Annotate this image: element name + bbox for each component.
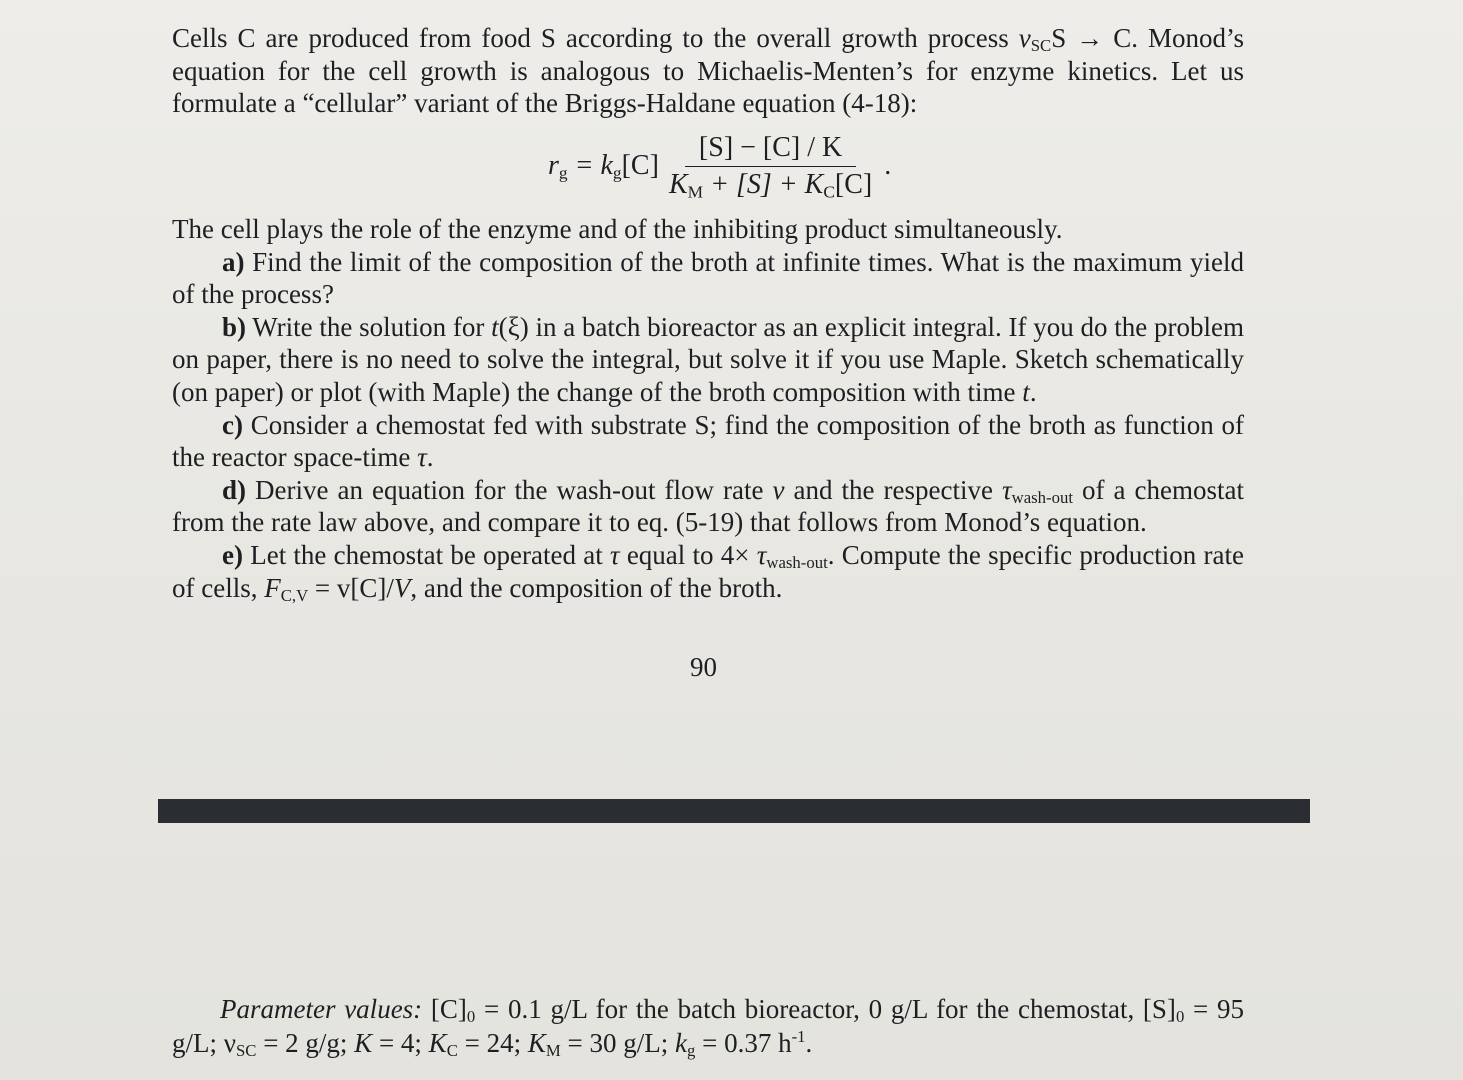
part-e-text-1: Let the chemostat be operated at	[242, 539, 610, 570]
part-b-end: .	[1029, 376, 1037, 407]
km-subscript: M	[687, 181, 704, 201]
rg-symbol: r	[548, 150, 559, 181]
tau-washout-symbol: τ	[1001, 474, 1012, 505]
cell-concentration: [C]	[621, 150, 659, 181]
h-superscript: -1	[791, 1026, 806, 1046]
tau-washout-symbol-e: τ	[756, 539, 767, 570]
part-e-text-3: . Compute the specific production rate of cells,	[172, 539, 1244, 603]
kg-subscript: g	[612, 163, 622, 183]
v-symbol: v	[772, 474, 785, 505]
parameter-values	[172, 992, 1244, 1060]
part-d-text-2: and the respective	[784, 474, 1002, 505]
part-d	[172, 474, 1244, 539]
intro-text: Cells C are produced from food S according to the overall growth process	[172, 23, 1019, 53]
page-number: 90	[690, 652, 717, 682]
rate-equation	[548, 128, 891, 204]
kc-param-symbol: K	[428, 1028, 447, 1058]
equation-lhs	[548, 150, 659, 182]
part-e	[172, 539, 1244, 604]
part-c-text: Consider a chemostat fed with substrate S; find the composition of the broth as function of the reactor space-time	[172, 409, 1244, 473]
tau-washout-subscript-e: wash-out	[766, 553, 828, 573]
part-d-text-3: of a chemostat from the rate law above, and compare it to eq. (5-19) that follows from Monod’s equation.	[172, 474, 1244, 538]
c0-text: [C]	[422, 994, 467, 1024]
part-e-label: e)	[222, 539, 243, 570]
s0-subscript: 0	[1175, 1007, 1185, 1027]
km-value: = 30 g/L;	[560, 1028, 675, 1058]
kc-param-subscript: C	[446, 1041, 458, 1061]
tau-symbol-e: τ	[609, 539, 620, 570]
parameter-line	[172, 992, 1244, 1060]
kg-symbol: = k	[567, 150, 613, 181]
part-b-text-1: Write the solution for	[246, 311, 492, 342]
c0-value: = 0.1 g/L for the batch bioreactor, 0 g/L for the chemostat, [S]	[475, 994, 1176, 1024]
part-c-end: .	[426, 442, 434, 473]
kc-subscript: C	[823, 181, 835, 201]
km-param-subscript: M	[545, 1041, 561, 1061]
nu-param-subscript: SC	[235, 1041, 257, 1061]
tau-symbol: τ	[417, 442, 427, 473]
nu-subscript: SC	[1030, 36, 1052, 56]
part-b-label: b)	[222, 311, 247, 342]
km-symbol: K	[668, 168, 688, 200]
xi-symbol: (ξ)	[498, 311, 529, 342]
s0-value: = 95 g/L; ν	[172, 994, 1244, 1058]
part-a-text: Find the limit of the composition of the broth at infinite times. What is the maximum yield of the process?	[172, 246, 1244, 310]
kc-value: = 24;	[457, 1028, 528, 1058]
equation-period: .	[884, 150, 892, 181]
kg-param-subscript: g	[686, 1041, 696, 1061]
intro-paragraph	[172, 22, 1244, 120]
denominator-middle: + [S] + K	[703, 168, 824, 200]
rg-subscript: g	[558, 163, 568, 183]
kg-param-symbol: k	[674, 1028, 687, 1058]
nu-symbol: ν	[1018, 23, 1031, 53]
k-symbol: K	[354, 1028, 373, 1058]
part-b-text-2: in a batch bioreactor as an explicit integral. If you do the problem on paper, there is no need to solve the integral, but solve it if you use Maple. Sketch schematically (on paper) or plot (with Maple) the change of the broth composition with time	[172, 311, 1244, 407]
part-c	[172, 409, 1244, 474]
nu-value: = 2 g/g;	[256, 1028, 355, 1058]
kg-value: = 0.37 h	[695, 1028, 792, 1058]
problem-parts	[172, 213, 1244, 604]
t-symbol: t	[491, 311, 499, 342]
divider-bar	[158, 799, 1310, 823]
denominator-end: [C]	[834, 168, 873, 200]
part-e-text-5: , and the composition of the broth.	[410, 572, 783, 603]
k-value: = 4;	[372, 1028, 429, 1058]
intro-text-tail: S → C. Monod’s equation for the cell growth is analogous to Michaelis-Menten’s for enzyme kinetics. Let us formulate a “cellular” variant of the Briggs-Haldane equation (4-18):	[172, 23, 1245, 118]
f-subscript: C,V	[280, 585, 309, 605]
part-d-label: d)	[222, 474, 247, 505]
part-e-text-4: = v[C]/	[308, 572, 394, 603]
equation-fraction	[663, 132, 878, 201]
part-d-text-1: Derive an equation for the wash-out flow rate	[246, 474, 773, 505]
equation-numerator: [S] − [C] / K	[685, 132, 856, 167]
params-end: .	[805, 1028, 813, 1058]
equation-denominator	[663, 167, 878, 201]
km-param-symbol: K	[527, 1028, 546, 1058]
part-a-label: a)	[222, 246, 245, 277]
statement: The cell plays the role of the enzyme and of the inhibiting product simultaneously.	[172, 214, 1063, 244]
part-e-text-2: equal to 4×	[619, 539, 757, 570]
part-b	[172, 311, 1244, 409]
c0-subscript: 0	[466, 1007, 476, 1027]
part-c-label: c)	[222, 409, 243, 440]
t-symbol-2: t	[1022, 376, 1030, 407]
part-a	[172, 246, 1244, 311]
tau-washout-subscript: wash-out	[1011, 487, 1073, 507]
f-symbol: F	[264, 572, 281, 603]
volume-symbol: V	[393, 572, 411, 603]
parameter-label: Parameter values:	[220, 994, 423, 1024]
